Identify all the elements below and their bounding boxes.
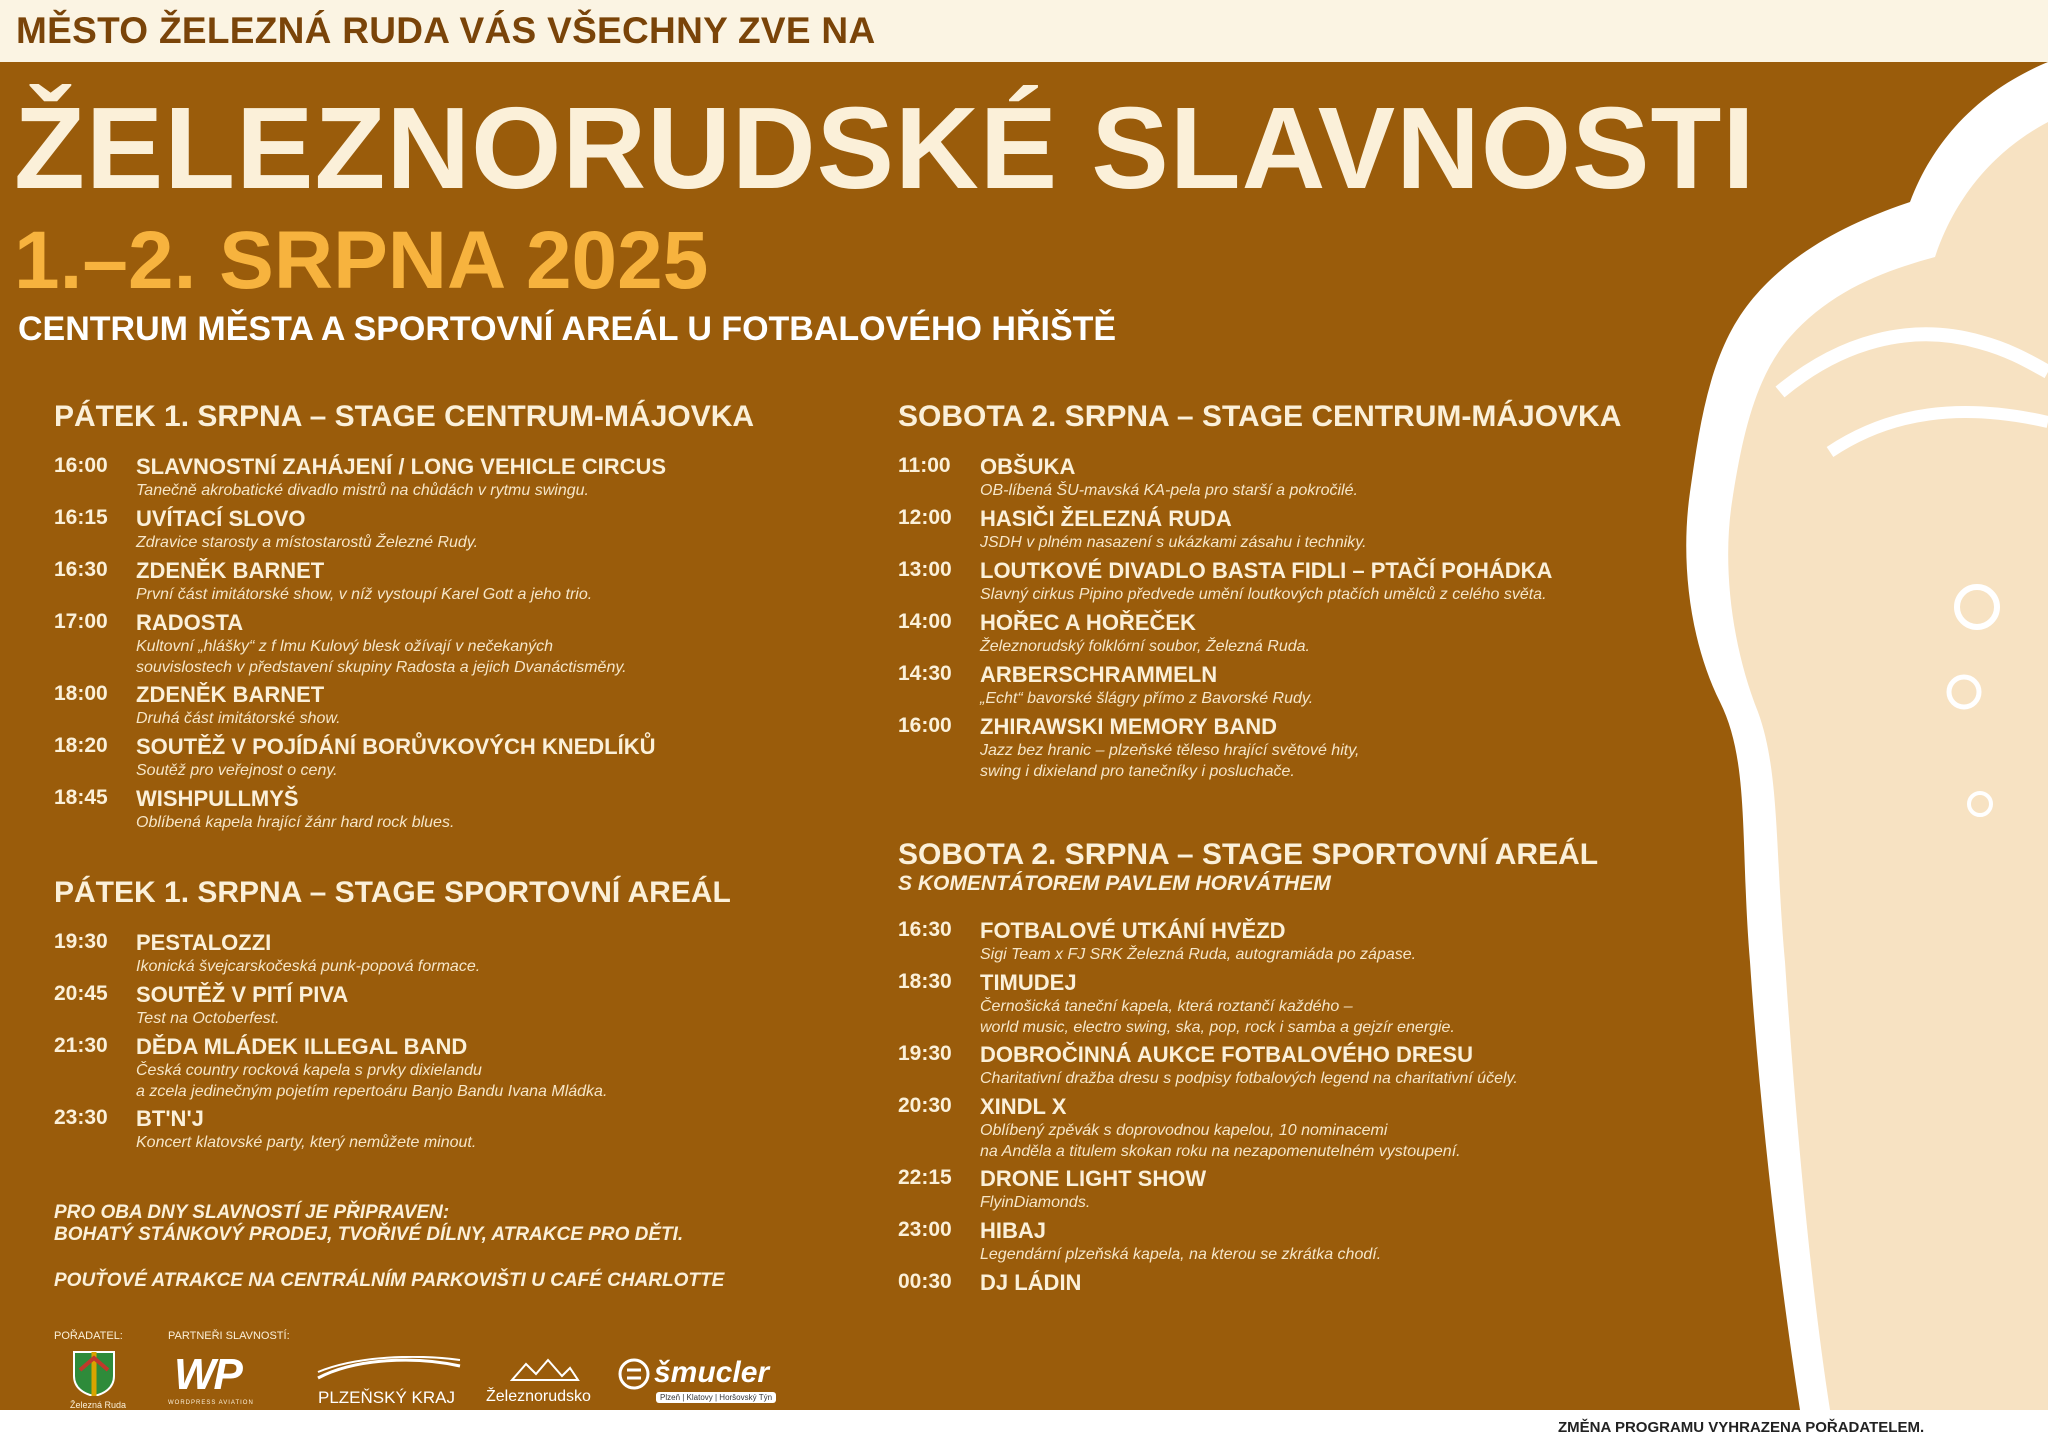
event-time: 21:30 xyxy=(54,1034,108,1057)
event-time: 16:00 xyxy=(898,714,952,737)
event-item xyxy=(54,982,854,1030)
event-description: Česká country rocková kapela s prvky dixielandu a zcela jedinečným pojetím repertoáru Banjo Bandu Ivana Mládka. xyxy=(136,1062,608,1100)
event-item xyxy=(898,918,1698,966)
zelezna-ruda-crest-icon xyxy=(72,1350,116,1396)
event-description: Oblíbený zpěvák s doprovodnou kapelou, 10 nominacemi na Anděla a titulem skokan roku na nezapomenutelném vystoupení. xyxy=(980,1122,1461,1160)
event-name: FOTBALOVÉ UTKÁNÍ HVĚZD xyxy=(980,918,1286,943)
event-item xyxy=(898,714,1698,782)
event-name: DRONE LIGHT SHOW xyxy=(980,1166,1207,1191)
saturday-sport-title: SOBOTA 2. SRPNA – STAGE SPORTOVNÍ AREÁL xyxy=(898,838,1599,871)
poster xyxy=(0,62,2048,1410)
event-time: 17:00 xyxy=(54,610,108,633)
event-item xyxy=(898,1094,1698,1162)
event-description: Charitativní dražba dresu s podpisy fotbalových legend na charitativní účely. xyxy=(980,1070,1518,1087)
festival-title: ŽELEZNORUDSKÉ SLAVNOSTI xyxy=(14,83,1756,213)
event-item xyxy=(54,930,854,978)
event-time: 23:30 xyxy=(54,1106,108,1129)
event-time: 16:00 xyxy=(54,454,108,477)
event-item xyxy=(898,1218,1698,1266)
event-time: 18:00 xyxy=(54,682,108,705)
invitation-line: MĚSTO ŽELEZNÁ RUDA VÁS VŠECHNY ZVE NA xyxy=(16,10,876,51)
event-item xyxy=(54,786,854,834)
event-name: TIMUDEJ xyxy=(980,970,1077,995)
event-description: Test na Octoberfest. xyxy=(136,1010,280,1027)
saturday-sport-events xyxy=(898,918,1698,1322)
event-time: 16:30 xyxy=(54,558,108,581)
zeleznorudsko-logo: Železnorudsko xyxy=(486,1388,591,1405)
event-name: ZDENĚK BARNET xyxy=(136,558,325,583)
event-description: Koncert klatovské party, který nemůžete minout. xyxy=(136,1134,477,1151)
smucler-sub: Plzeň | Klatovy | Horšovský Týn xyxy=(656,1392,776,1403)
event-item xyxy=(898,558,1698,606)
event-time: 18:45 xyxy=(54,786,108,809)
event-item xyxy=(898,610,1698,658)
event-time: 23:00 xyxy=(898,1218,952,1241)
event-time: 11:00 xyxy=(898,454,951,477)
event-description: Oblíbená kapela hrající žánr hard rock blues. xyxy=(136,814,455,831)
event-time: 22:15 xyxy=(898,1166,952,1189)
event-time: 16:30 xyxy=(898,918,952,941)
event-name: DOBROČINNÁ AUKCE FOTBALOVÉHO DRESU xyxy=(980,1042,1473,1067)
event-name: DJ LÁDIN xyxy=(980,1270,1082,1295)
event-item xyxy=(898,506,1698,554)
event-description: JSDH v plném nasazení s ukázkami zásahu i techniky. xyxy=(980,534,1367,551)
event-name: SOUTĚŽ V POJÍDÁNÍ BORŮVKOVÝCH KNEDLÍKŮ xyxy=(136,734,656,759)
event-name: PESTALOZZI xyxy=(136,930,272,955)
event-time: 19:30 xyxy=(898,1042,952,1065)
event-name: ZDENĚK BARNET xyxy=(136,682,325,707)
event-item xyxy=(898,662,1698,710)
event-item xyxy=(54,558,854,606)
plzensky-kraj-swoosh-icon xyxy=(316,1356,462,1380)
event-time: 14:00 xyxy=(898,610,952,633)
friday-center-title: PÁTEK 1. SRPNA – STAGE CENTRUM-MÁJOVKA xyxy=(54,400,755,433)
smucler-logo: šmucler xyxy=(654,1356,770,1389)
event-item xyxy=(898,454,1698,502)
event-time: 18:30 xyxy=(898,970,952,993)
info-line-1: PRO OBA DNY SLAVNOSTÍ JE PŘIPRAVEN: xyxy=(54,1202,450,1223)
event-description: Tanečně akrobatické divadlo mistrů na chůdách v rytmu swingu. xyxy=(136,482,589,499)
event-time: 14:30 xyxy=(898,662,952,685)
event-name: HIBAJ xyxy=(980,1218,1047,1243)
friday-sport-events xyxy=(54,930,854,1158)
event-item xyxy=(54,1034,854,1102)
event-time: 00:30 xyxy=(898,1270,952,1293)
event-time: 13:00 xyxy=(898,558,952,581)
event-description: Jazz bez hranic – plzeňské těleso hrající světové hity, swing i dixieland pro tanečníky i posluchače. xyxy=(980,742,1360,780)
saturday-sport-subtitle: S KOMENTÁTOREM PAVLEM HORVÁTHEM xyxy=(898,872,1331,895)
event-item xyxy=(54,610,854,678)
event-description: FlyinDiamonds. xyxy=(980,1194,1091,1211)
event-name: XINDL X xyxy=(980,1094,1067,1119)
event-time: 18:20 xyxy=(54,734,108,757)
event-description: První část imitátorské show, v níž vystoupí Karel Gott a jeho trio. xyxy=(136,586,593,603)
event-item xyxy=(54,734,854,782)
partners-label: PARTNEŘI SLAVNOSTÍ: xyxy=(168,1330,290,1342)
event-description: Železnorudský folklórní soubor, Železná Ruda. xyxy=(980,638,1310,655)
event-description: Legendární plzeňská kapela, na kterou se zkrátka chodí. xyxy=(980,1246,1382,1263)
event-time: 19:30 xyxy=(54,930,108,953)
event-name: DĚDA MLÁDEK ILLEGAL BAND xyxy=(136,1034,468,1059)
event-description: Černošická taneční kapela, která roztančí každého – world music, electro swing, ska, pop, rock i samba a gejzír energie. xyxy=(980,998,1455,1036)
program-change-note: ZMĚNA PROGRAMU VYHRAZENA POŘADATELEM. xyxy=(1558,1419,1925,1436)
festival-date: 1.–2. SRPNA 2025 xyxy=(14,215,709,306)
event-item xyxy=(898,1166,1698,1214)
event-item xyxy=(54,682,854,730)
event-name: SOUTĚŽ V PITÍ PIVA xyxy=(136,982,349,1007)
event-item xyxy=(54,454,854,502)
event-item xyxy=(54,506,854,554)
saturday-center-events xyxy=(898,454,1698,786)
event-name: ARBERSCHRAMMELN xyxy=(980,662,1218,687)
event-description: Soutěž pro veřejnost o ceny. xyxy=(136,762,338,779)
event-time: 12:00 xyxy=(898,506,952,529)
event-name: LOUTKOVÉ DIVADLO BASTA FIDLI – PTAČÍ POHÁDKA xyxy=(980,558,1553,583)
event-time: 20:30 xyxy=(898,1094,952,1117)
event-time: 16:15 xyxy=(54,506,108,529)
event-description: Slavný cirkus Pipino předvede umění loutkových ptačích umělců z celého světa. xyxy=(980,586,1547,603)
event-description: Druhá část imitátorské show. xyxy=(136,710,341,727)
plzensky-kraj-logo: PLZEŇSKÝ KRAJ xyxy=(318,1388,455,1407)
event-name: OBŠUKA xyxy=(980,454,1076,479)
bottom-bar xyxy=(0,1410,2048,1448)
friday-sport-title: PÁTEK 1. SRPNA – STAGE SPORTOVNÍ AREÁL xyxy=(54,876,731,909)
event-description: Ikonická švejcarskočeská punk-popová formace. xyxy=(136,958,481,975)
event-name: SLAVNOSTNÍ ZAHÁJENÍ / LONG VEHICLE CIRCUS xyxy=(136,454,667,479)
event-description: OB-líbená ŠU-mavská KA-pela pro starší a pokročilé. xyxy=(980,482,1358,499)
event-name: RADOSTA xyxy=(136,610,244,635)
event-name: UVÍTACÍ SLOVO xyxy=(136,506,306,531)
info-line-2: BOHATÝ STÁNKOVÝ PRODEJ, TVOŘIVÉ DÍLNY, ATRAKCE PRO DĚTI. xyxy=(54,1224,684,1245)
event-description: „Echt“ bavorské šlágry přímo z Bavorské Rudy. xyxy=(980,690,1314,707)
info-line-3: POUŤOVÉ ATRAKCE NA CENTRÁLNÍM PARKOVIŠTI U CAFÉ CHARLOTTE xyxy=(54,1270,725,1291)
top-banner xyxy=(0,0,2048,62)
event-description: Sigi Team x FJ SRK Železná Ruda, autogramiáda po zápase. xyxy=(980,946,1417,963)
event-name: ZHIRAWSKI MEMORY BAND xyxy=(980,714,1277,739)
event-name: BT'N'J xyxy=(136,1106,204,1131)
organizer-name: Železná Ruda xyxy=(70,1400,127,1410)
festival-venue: CENTRUM MĚSTA A SPORTOVNÍ AREÁL U FOTBALOVÉHO HŘIŠTĚ xyxy=(18,310,1117,348)
event-item xyxy=(54,1106,854,1154)
event-description: Kultovní „hlášky“ z f lmu Kulový blesk ožívají v nečekaných souvislostech v představení skupiny Radosta a jejich Dvanáctisměny. xyxy=(136,638,627,676)
event-item xyxy=(898,1270,1698,1318)
event-description: Zdravice starosty a místostarostů Železné Rudy. xyxy=(136,534,479,551)
wp-aviation-logo: WP xyxy=(174,1350,241,1399)
saturday-center-title: SOBOTA 2. SRPNA – STAGE CENTRUM-MÁJOVKA xyxy=(898,400,1622,433)
event-name: WISHPULLMYŠ xyxy=(136,786,299,811)
event-name: HASIČI ŽELEZNÁ RUDA xyxy=(980,506,1232,531)
smucler-icon xyxy=(618,1358,650,1390)
event-time: 20:45 xyxy=(54,982,108,1005)
zeleznorudsko-mountains-icon xyxy=(510,1358,580,1382)
friday-center-events xyxy=(54,454,854,838)
wp-aviation-sub: WORDPRESS AVIATION xyxy=(168,1400,254,1406)
event-name: HOŘEC A HOŘEČEK xyxy=(980,610,1196,635)
organizer-label: POŘADATEL: xyxy=(54,1330,123,1342)
event-item xyxy=(898,1042,1698,1090)
event-item xyxy=(898,970,1698,1038)
beer-foam-graphic xyxy=(1680,62,2048,1410)
